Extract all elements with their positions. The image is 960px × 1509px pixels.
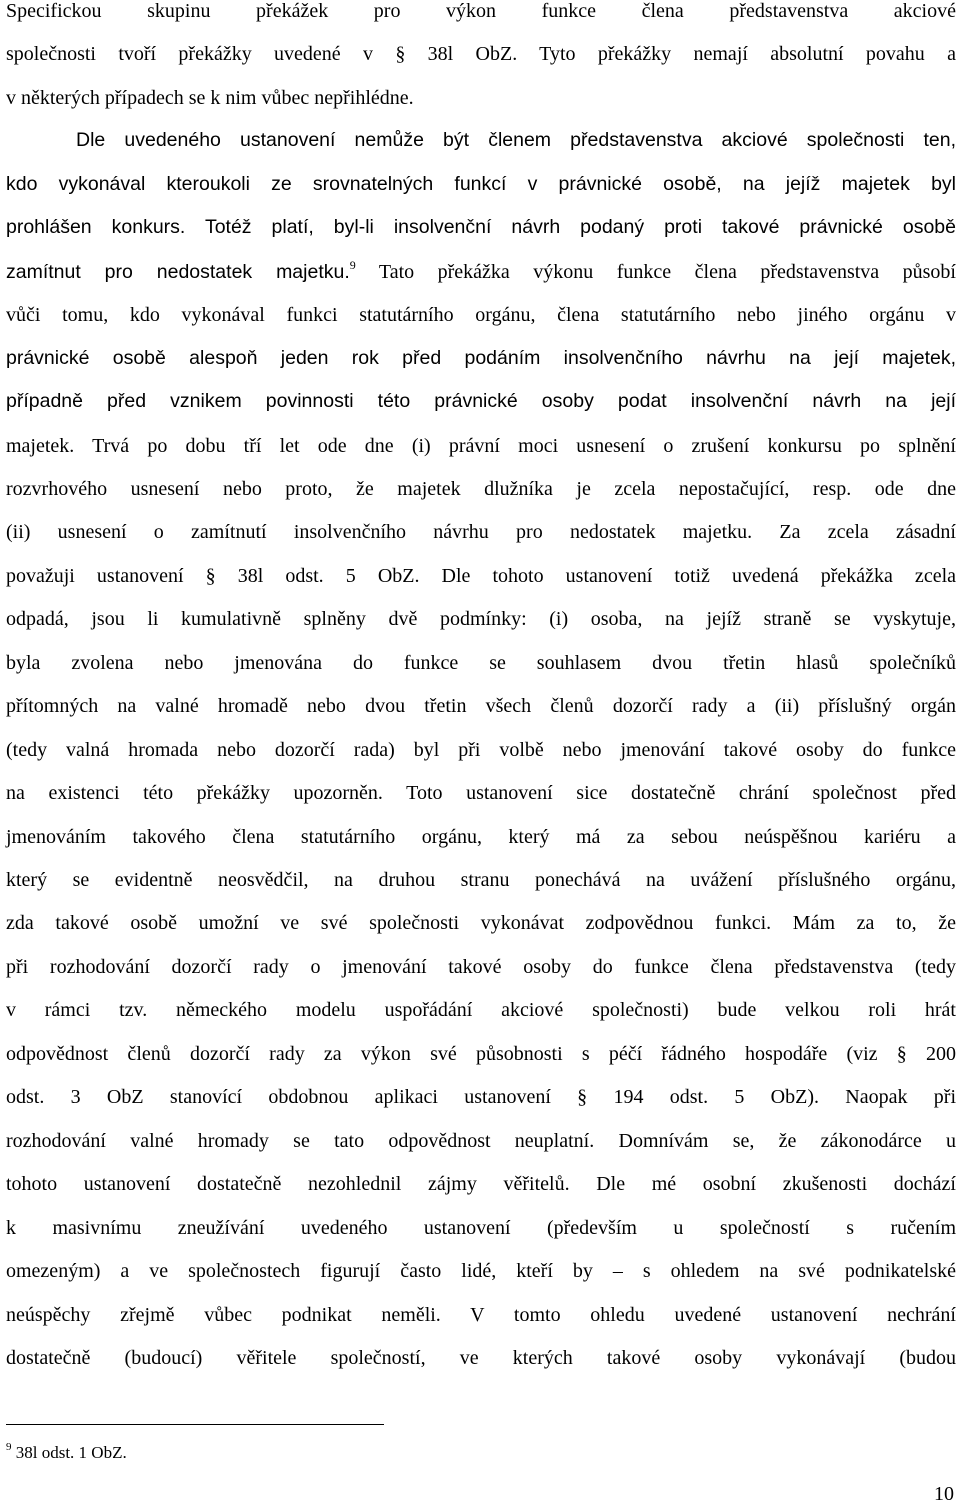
line-text: odpadá, jsou li kumulativně splněny dvě podmínky: (i) osoba, na jejíž straně se vyskytuje, xyxy=(6,608,956,631)
line-text: jmenováním takového člena statutárního orgánu, který má za sebou neúspěšnou kariéru a xyxy=(6,825,956,848)
text-line xyxy=(6,1000,956,1020)
line-text: k masivnímu zneužívání uvedeného ustanovení (především u společností s ručením xyxy=(6,1216,956,1239)
footnote-text: 38l odst. 1 ObZ. xyxy=(11,1443,127,1462)
line-text: přítomných na valné hromadě nebo dvou třetin všech členů dozorčí rady a (ii) příslušný orgán xyxy=(6,695,956,718)
line-text: společnosti tvoří překážky uvedené v § 38l ObZ. Tyto překážky nemají absolutní povahu a xyxy=(6,43,956,66)
line-text: prohlášen konkurs. Totéž platí, byl-li insolvenční návrh podaný proti takové právnické osobě xyxy=(6,216,956,239)
page-number: 10 xyxy=(934,1483,954,1505)
line-text: Dle uvedeného ustanovení nemůže být členem představenstva akciové společnosti ten, xyxy=(76,129,956,152)
line-text: tohoto ustanovení dostatečně nezohlednil zájmy věřitelů. Dle mé osobní zkušenosti dochází xyxy=(6,1173,956,1196)
text-line xyxy=(6,479,956,499)
line-text: rozhodování valné hromady se tato odpovědnost neuplatní. Domnívám se, že zákonodárce u xyxy=(6,1129,956,1152)
text-line xyxy=(6,870,956,890)
line-text: rozvrhového usnesení nebo proto, že majetek dlužníka je zcela nepostačující, resp. ode dne xyxy=(6,477,956,500)
text-line xyxy=(6,88,956,108)
text-line xyxy=(6,609,956,629)
line-text: neúspěchy zřejmě vůbec podnikat neměli. V tomto ohledu uvedené ustanovení nechrání xyxy=(6,1303,956,1326)
text-line xyxy=(6,1,956,21)
line-text: odpovědnost členů dozorčí rady za výkon své působnosti s péčí řádného hospodáře (viz § 200 xyxy=(6,1042,956,1065)
line-text-continued: Tato překážka výkonu funkce člena představenstva působí xyxy=(355,260,956,283)
text-line xyxy=(6,522,956,542)
line-text: považuji ustanovení § 38l odst. 5 ObZ. Dle tohoto ustanovení totiž uvedená překážka zcela xyxy=(6,564,956,587)
line-text: omezeným) a ve společnostech figurují často lidé, kteří by – s ohledem na své podnikatelské xyxy=(6,1260,956,1283)
text-line xyxy=(6,218,956,238)
text-line xyxy=(6,1348,956,1368)
line-text: kdo vykonával kteroukoli ze srovnatelných funkcí v právnické osobě, na jejíž majetek byl xyxy=(6,172,956,195)
text-line xyxy=(76,131,956,151)
text-line xyxy=(6,1087,956,1107)
line-text: Specifickou skupinu překážek pro výkon funkce člena představenstva akciové xyxy=(6,0,956,22)
line-text: při rozhodování dozorčí rady o jmenování takové osoby do funkce člena představenstva (tedy xyxy=(6,955,956,978)
text-line xyxy=(6,44,956,64)
text-line xyxy=(6,1305,956,1325)
line-text: který se evidentně neosvědčil, na druhou stranu ponechává na uvážení příslušného orgánu, xyxy=(6,869,956,891)
text-line xyxy=(6,1044,956,1064)
text-line xyxy=(6,827,956,847)
text-line xyxy=(6,566,956,586)
line-text: (ii) usnesení o zamítnutí insolvenčního návrhu pro nedostatek majetku. Za zcela zásadní xyxy=(6,521,956,544)
text-line xyxy=(6,913,956,933)
text-line xyxy=(6,1261,956,1281)
line-text: zamítnut pro nedostatek majetku. xyxy=(6,260,350,283)
text-line xyxy=(6,1174,956,1194)
line-text: právnické osobě alespoň jeden rok před podáním insolvenčního návrhu na její majetek, xyxy=(6,346,956,369)
footnote-mark: 9 xyxy=(6,1441,12,1453)
line-text: na existenci této překážky upozorněn. Toto ustanovení sice dostatečně chrání společnost před xyxy=(6,782,956,805)
line-text: majetek. Trvá po dobu tří let ode dne (i) právní moci usnesení o zrušení konkursu po splnění xyxy=(6,434,956,457)
text-line xyxy=(6,436,956,456)
text-line xyxy=(6,1131,956,1151)
line-text: dostatečně (budoucí) věřitele společností, ve kterých takové osoby vykonávají (budou xyxy=(6,1346,956,1369)
text-line xyxy=(6,257,956,283)
footnote xyxy=(6,1443,127,1463)
line-text: v některých případech se k nim vůbec nepřihlédne. xyxy=(6,86,414,109)
text-line xyxy=(6,172,956,195)
text-line xyxy=(6,392,956,412)
text-line xyxy=(6,957,956,977)
text-line xyxy=(6,696,956,716)
text-line xyxy=(6,1218,956,1238)
footnote-separator xyxy=(6,1424,384,1425)
footnote-reference: 9 xyxy=(349,257,356,272)
line-text: byla zvolena nebo jmenována do funkce se souhlasem dvou třetin hlasů společníků xyxy=(6,651,956,674)
text-line xyxy=(6,346,956,369)
line-text: v rámci tzv. německého modelu uspořádání akciové společnosti) bude velkou roli hrát xyxy=(6,999,956,1022)
line-text: (tedy valná hromada nebo dozorčí rada) byl při volbě nebo jmenování takové osoby do funkce xyxy=(6,738,956,761)
text-line xyxy=(6,740,956,760)
line-text: odst. 3 ObZ stanovící obdobnou aplikaci ustanovení § 194 odst. 5 ObZ). Naopak při xyxy=(6,1086,956,1109)
line-text: zda takové osobě umožní ve své společnosti vykonávat zodpovědnou funkci. Mám za to, že xyxy=(6,912,956,935)
line-text: případně před vznikem povinnosti této právnické osoby podat insolvenční návrh na její xyxy=(6,390,956,413)
line-text: vůči tomu, kdo vykonával funkci statutárního orgánu, člena statutárního nebo jiného orgánu v xyxy=(6,304,956,327)
text-line xyxy=(6,305,956,325)
text-line xyxy=(6,783,956,803)
text-line xyxy=(6,653,956,673)
